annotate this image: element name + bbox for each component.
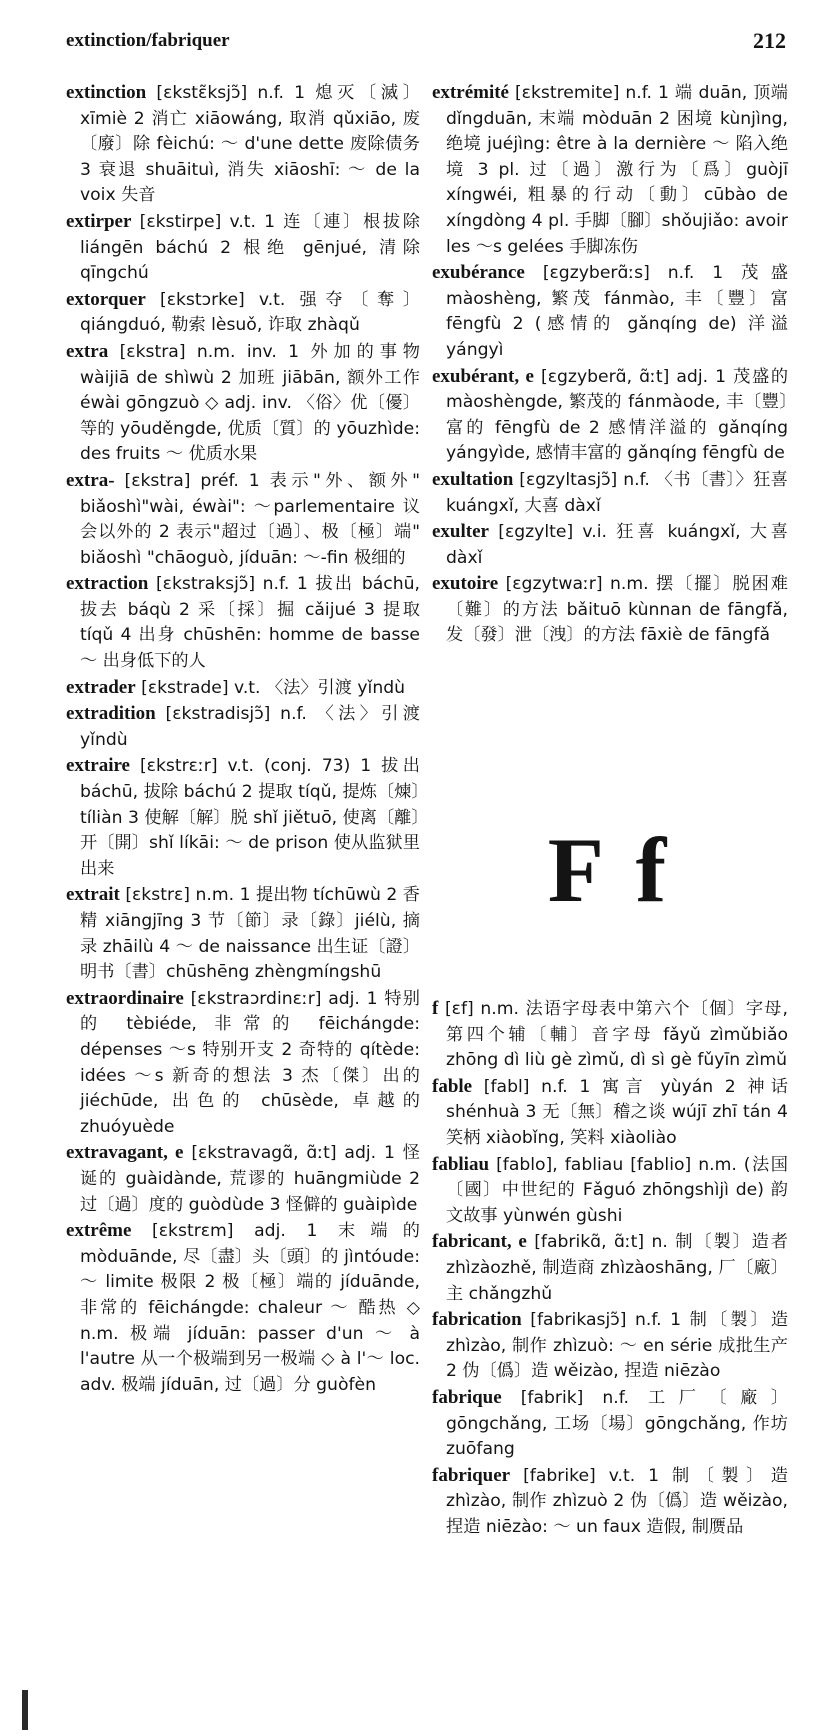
dictionary-entry bbox=[432, 519, 788, 571]
headword: exulter bbox=[432, 521, 489, 543]
definition: [fabrike] v.t. 1 制〔製〕造 zhìzào, 制作 zhìzuò 2 伪〔僞〕造 wěizào, 捏造 niēzào: ～ un faux 造假, 制赝品 bbox=[446, 1465, 788, 1537]
running-head: extinction/fabriquer bbox=[66, 30, 230, 51]
dictionary-entry bbox=[432, 996, 788, 1074]
definition: [ɛf] n.m. 法语字母表中第六个〔個〕字母, 第四个辅〔輔〕音字母 fǎyǔ zìmǔbiǎo zhōng dì liù gè zìmǔ, dì sì gè fǔyīn zìmǔ bbox=[444, 999, 788, 1071]
headword: fabrication bbox=[432, 1309, 522, 1331]
headword: extraire bbox=[66, 755, 130, 777]
dictionary-entry bbox=[66, 675, 420, 702]
dictionary-entry bbox=[66, 753, 420, 882]
headword: extrémité bbox=[432, 82, 509, 103]
dictionary-entry bbox=[432, 364, 788, 467]
definition: [ɛgzylte] v.i. 狂喜 kuángxǐ, 大喜 dàxǐ bbox=[446, 522, 788, 568]
dictionary-entry bbox=[432, 571, 788, 649]
headword: fabrique bbox=[432, 1386, 502, 1408]
page-number: 212 bbox=[753, 28, 786, 53]
dictionary-entry bbox=[66, 1140, 420, 1218]
section-letter: F f bbox=[547, 819, 673, 921]
dictionary-entry bbox=[432, 1229, 788, 1307]
right-column-lower bbox=[432, 996, 788, 1540]
right-column-upper bbox=[432, 80, 788, 649]
definition: [ɛkstraksjɔ̃] n.f. 1 拔出 báchū, 拔去 báqù 2 采〔採〕掘 cǎijué 3 提取 tíqǔ 4 出身 chūshēn: homme de basse ～ 出身低下的人 bbox=[80, 574, 420, 672]
headword: extorquer bbox=[66, 288, 146, 310]
dictionary-entry bbox=[432, 1307, 788, 1385]
headword: extra- bbox=[66, 469, 115, 491]
headword: fable bbox=[432, 1075, 473, 1097]
dictionary-entry bbox=[66, 80, 420, 209]
definition: [ɛkstraɔrdinɛːr] adj. 1 特别的 tèbiéde, 非常的 fēichángde: dépenses ～s 特别开支 2 奇特的 qítède: idées ～s 新奇的想法 3 杰〔傑〕出的 jiéchūde, 出色的 chūsède, 卓越的 zhuóyuède bbox=[80, 988, 420, 1137]
definition: [ɛgzyltasjɔ̃] n.f. 〈书〔書〕〉狂喜 kuángxǐ, 大喜 dàxǐ bbox=[446, 469, 788, 516]
headword: extrait bbox=[66, 884, 120, 906]
definition: [ɛkstrɛːr] v.t. (conj. 73) 1 拔出 báchū, 拔除 báchú 2 提取 tíqǔ, 提炼〔煉〕tíliàn 3 使解〔解〕脱 shǐ jiětuō, 使离〔離〕开〔開〕shǐ líkāi: ～ de prison 使从监狱里出来 bbox=[80, 756, 420, 879]
page-header bbox=[66, 28, 786, 60]
dictionary-entry bbox=[432, 1463, 788, 1541]
left-column bbox=[66, 80, 420, 1398]
dictionary-entry bbox=[432, 260, 788, 363]
dictionary-entry bbox=[66, 339, 420, 468]
headword: exultation bbox=[432, 468, 514, 490]
dictionary-entry bbox=[432, 1385, 788, 1463]
definition: [fabrik] n.f. 工厂〔廠〕gōngchǎng, 工场〔場〕gōngchǎng, 作坊 zuōfang bbox=[446, 1387, 789, 1460]
headword: fabliau bbox=[432, 1153, 490, 1175]
dictionary-entry bbox=[66, 701, 420, 753]
definition: [ɛkstravagɑ̃, ɑ̃ːt] adj. 1 怪诞的 guàidànde, 荒谬的 huāngmiùde 2 过〔過〕度的 guòdùde 3 怪僻的 guàipìde bbox=[80, 1143, 420, 1215]
definition: [ɛkstrɛm] adj. 1 末端的 mòduānde, 尽〔盡〕头〔頭〕的 jìntóude: ～ limite 极限 2 极〔極〕端的 jíduānde, 非常的 fēichángde: chaleur ～ 酷热 ◇ n.m. 极端 jíduān: passer d'un ～ à l'autre 从一个极端到另一极端 ◇ à l'～ loc. adv. 极端 jíduān, 过〔過〕分 guòfèn bbox=[80, 1221, 420, 1395]
definition: [ɛgzyberɑ̃, ɑ̃ːt] adj. 1 茂盛的 màoshèngde, 繁茂的 fánmàode, 丰〔豐〕富的 fēngfù de 2 感情洋溢的 gǎnqíng yángyìde, 感情丰富的 gǎnqíng fēngfù de bbox=[446, 366, 789, 464]
headword: exubérant, e bbox=[432, 365, 534, 387]
headword: fabricant, e bbox=[432, 1231, 527, 1253]
dictionary-entry bbox=[66, 209, 420, 287]
definition: [ɛkstradisjɔ̃] n.f. 〈法〉引渡 yǐndù bbox=[80, 704, 420, 750]
definition: [ɛgzyberɑ̃ːs] n.f. 1 茂盛 màoshèng, 繁茂 fánmào, 丰〔豐〕富 fēngfù 2 (感情的 gǎnqíng de) 洋溢 yángyì bbox=[446, 263, 788, 360]
dictionary-entry bbox=[66, 1218, 420, 1398]
definition: [ɛkstrɛ] n.m. 1 提出物 tíchūwù 2 香精 xiāngjīng 3 节〔節〕录〔錄〕jiélù, 摘录 zhāilù 4 ～ de naissance 出生证〔證〕明书〔書〕chūshēng zhèngmíngshū bbox=[80, 885, 420, 983]
headword: f bbox=[432, 998, 439, 1019]
definition: [ɛkstɔrke] v.t. 强夺〔奪〕qiángduó, 勒索 lèsuǒ, 诈取 zhàqǔ bbox=[80, 289, 421, 336]
headword: exutoire bbox=[432, 573, 499, 595]
headword: extinction bbox=[66, 82, 147, 103]
dictionary-entry bbox=[66, 986, 420, 1141]
definition: [ɛkstrade] v.t. 〈法〉引渡 yǐndù bbox=[141, 677, 406, 698]
headword: extra bbox=[66, 340, 109, 362]
definition: [ɛkstra] n.m. inv. 1 外加的事物 wàijiā de shìwù 2 加班 jiābān, 额外工作 éwài gōngzuò ◇ adj. inv. 〈俗〉优〔優〕等的 yōuděngde, 优质〔質〕的 yōuzhìde: des fruits ～ 优质水果 bbox=[80, 341, 420, 465]
dictionary-entry bbox=[66, 571, 420, 674]
headword: extrader bbox=[66, 676, 136, 698]
definition: [ɛkstirpe] v.t. 1 连〔連〕根拔除 liángēn báchú 2 根绝 gēnjué, 清除 qīngchú bbox=[80, 211, 420, 284]
dictionary-entry bbox=[432, 1152, 788, 1230]
dictionary-entry bbox=[66, 287, 420, 339]
definition: [fablo], fabliau [fablio] n.m. (法国〔國〕中世纪的 Fǎguó zhōngshìjì de) 韵文故事 yùnwén gùshi bbox=[446, 1154, 788, 1226]
headword: extraction bbox=[66, 573, 149, 595]
definition: [ɛkstɛ̃ksjɔ̃] n.f. 1 熄灭〔滅〕xīmiè 2 消亡 xiāowáng, 取消 qǔxiāo, 废〔廢〕除 fèichú: ～ d'une dette 废除债务 3 衰退 shuāituì, 消失 xiāoshī: ～ de la voix 失音 bbox=[80, 83, 420, 206]
dictionary-entry bbox=[66, 468, 420, 571]
headword: extrême bbox=[66, 1220, 132, 1242]
definition: [ɛgzytwaːr] n.m. 摆〔擺〕脱困难〔難〕的方法 bǎituō kùnnan de fāngfǎ, 发〔發〕泄〔洩〕的方法 fāxiè de fāngfǎ bbox=[446, 574, 788, 646]
headword: extradition bbox=[66, 703, 156, 725]
definition: [fabrikasjɔ̃] n.f. 1 制〔製〕造 zhìzào, 制作 zhìzuò: ～ en série 成批生产 2 伪〔僞〕造 wěizào, 捏造 niēzào bbox=[446, 1310, 789, 1382]
dictionary-entry bbox=[432, 1074, 788, 1152]
dictionary-entry bbox=[66, 882, 420, 985]
headword: extravagant, e bbox=[66, 1142, 184, 1164]
headword: extraordinaire bbox=[66, 987, 184, 1009]
scan-edge-mark bbox=[22, 1690, 28, 1730]
headword: extirper bbox=[66, 210, 132, 232]
dictionary-entry bbox=[432, 467, 788, 519]
definition: [ɛkstremite] n.f. 1 端 duān, 顶端 dǐngduān, 末端 mòduān 2 困境 kùnjìng, 绝境 juéjìng: être à la dernière ～ 陷入绝境 3 pl. 过〔過〕激行为〔爲〕guòjī xíngwéi, 粗暴的行动〔動〕cūbào de xíngdòng 4 pl. 手脚〔腳〕shǒujiǎo: avoir les ～s gelées 手脚冻伤 bbox=[446, 83, 788, 257]
headword: fabriquer bbox=[432, 1464, 511, 1486]
dictionary-entry bbox=[432, 80, 788, 260]
definition: [ɛkstra] préf. 1 表示"外、额外" biǎoshì"wài, éwài": ～parlementaire 议会以外的 2 表示"超过〔過〕、极〔極〕端" biǎoshì "chāoguò, jíduān: ～-fin 极细的 bbox=[80, 470, 420, 568]
definition: [fabl] n.f. 1 寓言 yùyán 2 神话 shénhuà 3 无〔無〕稽之谈 wújī zhī tán 4 笑柄 xiàobǐng, 笑料 xiàoliào bbox=[446, 1076, 788, 1148]
headword: exubérance bbox=[432, 262, 525, 284]
definition: [fabrikɑ̃, ɑ̃ːt] n. 制〔製〕造者 zhìzàozhě, 制造商 zhìzàoshāng, 厂〔廠〕主 chǎngzhǔ bbox=[446, 1232, 788, 1304]
